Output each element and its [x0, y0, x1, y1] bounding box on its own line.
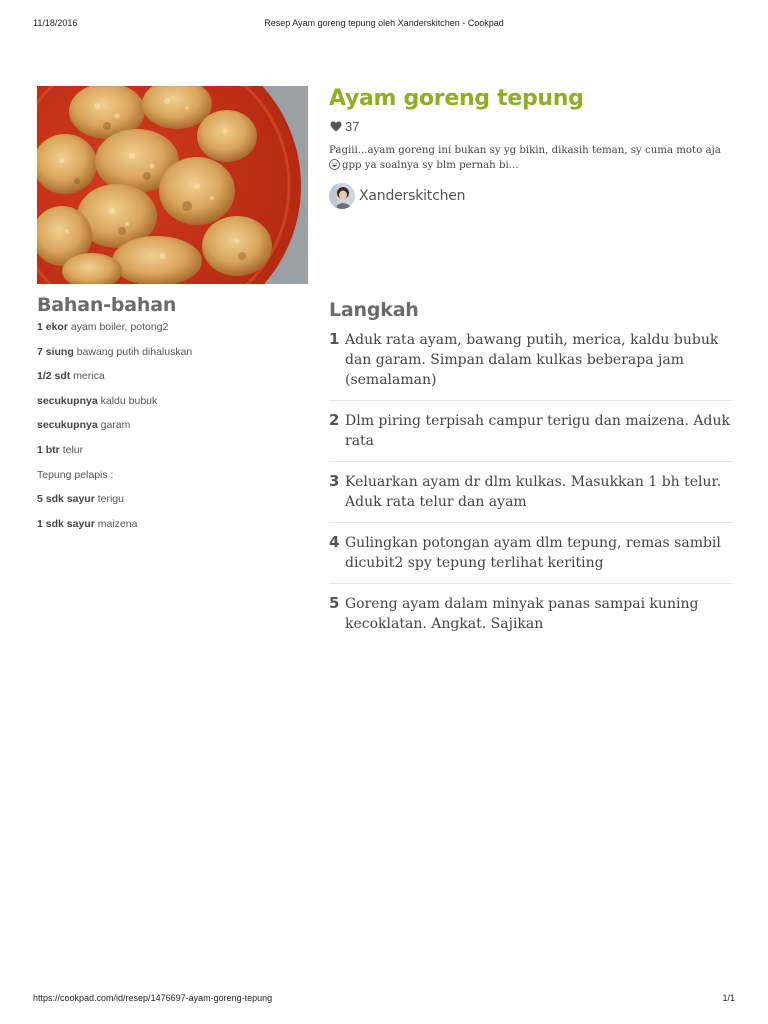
- steps-list: [329, 330, 733, 654]
- ingredient-qty: 1/2 sdt: [37, 370, 71, 383]
- ingredient-name: terigu: [97, 493, 124, 506]
- ingredient-qty: 1 btr: [37, 443, 60, 456]
- description-line-2: gpp ya soalnya sy blm pernah bi...: [342, 160, 519, 171]
- ingredient-item: [37, 394, 307, 419]
- ingredient-item: [37, 418, 307, 443]
- author-name: Xanderskitchen: [359, 188, 466, 204]
- ingredient-name: ayam boiler, potong2: [70, 321, 169, 333]
- steps-heading: Langkah: [329, 299, 419, 321]
- ingredient-name: garam: [100, 419, 131, 432]
- step-item: [329, 330, 733, 401]
- ingredient-qty: 5 sdk sayur: [37, 493, 95, 506]
- step-text: Keluarkan ayam dr dlm kulkas. Masukkan 1 bh telur. Aduk rata telur dan ayam: [345, 474, 722, 510]
- step-text: Dlm piring terpisah campur terigu dan maizena. Aduk rata: [345, 413, 730, 449]
- step-number: 2: [329, 411, 340, 429]
- step-item: [329, 533, 733, 584]
- step-item: [329, 472, 733, 523]
- recipe-photo: [37, 86, 308, 284]
- ingredient-section-label: [37, 468, 307, 493]
- step-text: Aduk rata ayam, bawang putih, merica, kaldu bubuk dan garam. Simpan dalam kulkas beberapa jam (semalaman): [345, 332, 719, 388]
- step-number: 3: [329, 472, 340, 490]
- step-item: [329, 594, 733, 644]
- print-footer: [0, 993, 768, 1007]
- print-document-title: Resep Ayam goreng tepung oleh Xanderskitchen - Cookpad: [264, 18, 504, 28]
- step-number: 4: [329, 533, 340, 551]
- ingredient-name: Tepung pelapis :: [37, 468, 114, 481]
- print-header: [0, 18, 768, 32]
- print-date: 11/18/2016: [33, 18, 78, 28]
- ingredient-name: bawang putih dihaluskan: [76, 345, 193, 358]
- step-text: Gulingkan potongan ayam dlm tepung, remas sambil dicubit2 spy tepung terlihat keriting: [345, 535, 721, 571]
- ingredient-name: merica: [73, 370, 105, 383]
- step-number: 1: [329, 330, 340, 348]
- ingredient-name: telur: [62, 443, 84, 456]
- ingredient-item: [37, 492, 307, 517]
- step-item: [329, 411, 733, 462]
- ingredient-item: [37, 443, 307, 468]
- ingredient-item: [37, 517, 307, 542]
- ingredient-qty: 7 siung: [37, 345, 74, 358]
- recipe-description: [329, 143, 729, 173]
- ingredient-qty: 1 sdk sayur: [37, 517, 95, 530]
- ingredients-list: [37, 320, 307, 541]
- grinning-face-icon: [329, 159, 340, 170]
- step-number: 5: [329, 594, 340, 612]
- ingredients-heading: Bahan-bahan: [37, 294, 177, 316]
- ingredient-item: [37, 345, 307, 370]
- ingredient-qty: secukupnya: [37, 394, 98, 407]
- print-page-number: 1/1: [722, 993, 735, 1003]
- ingredient-qty: secukupnya: [37, 419, 98, 432]
- ingredient-item: [37, 369, 307, 394]
- heart-icon: [330, 121, 342, 132]
- ingredient-item: [37, 320, 307, 345]
- recipe-title: Ayam goreng tepung: [329, 86, 584, 111]
- ingredient-name: kaldu bubuk: [100, 394, 158, 407]
- ingredient-name: maizena: [97, 517, 138, 530]
- print-url: https://cookpad.com/id/resep/1476697-ayam-goreng-tepung: [33, 993, 273, 1003]
- author-link[interactable]: [329, 183, 465, 209]
- description-line-1: Pagiii...ayam goreng ini bukan sy yg bikin, dikasih teman, sy cuma moto aja: [329, 145, 721, 156]
- step-text: Goreng ayam dalam minyak panas sampai kuning kecoklatan. Angkat. Sajikan: [345, 596, 699, 632]
- like-count-value: 37: [345, 119, 360, 134]
- ingredient-qty: 1 ekor: [37, 321, 68, 333]
- avatar: [329, 183, 355, 209]
- like-count[interactable]: [330, 119, 359, 135]
